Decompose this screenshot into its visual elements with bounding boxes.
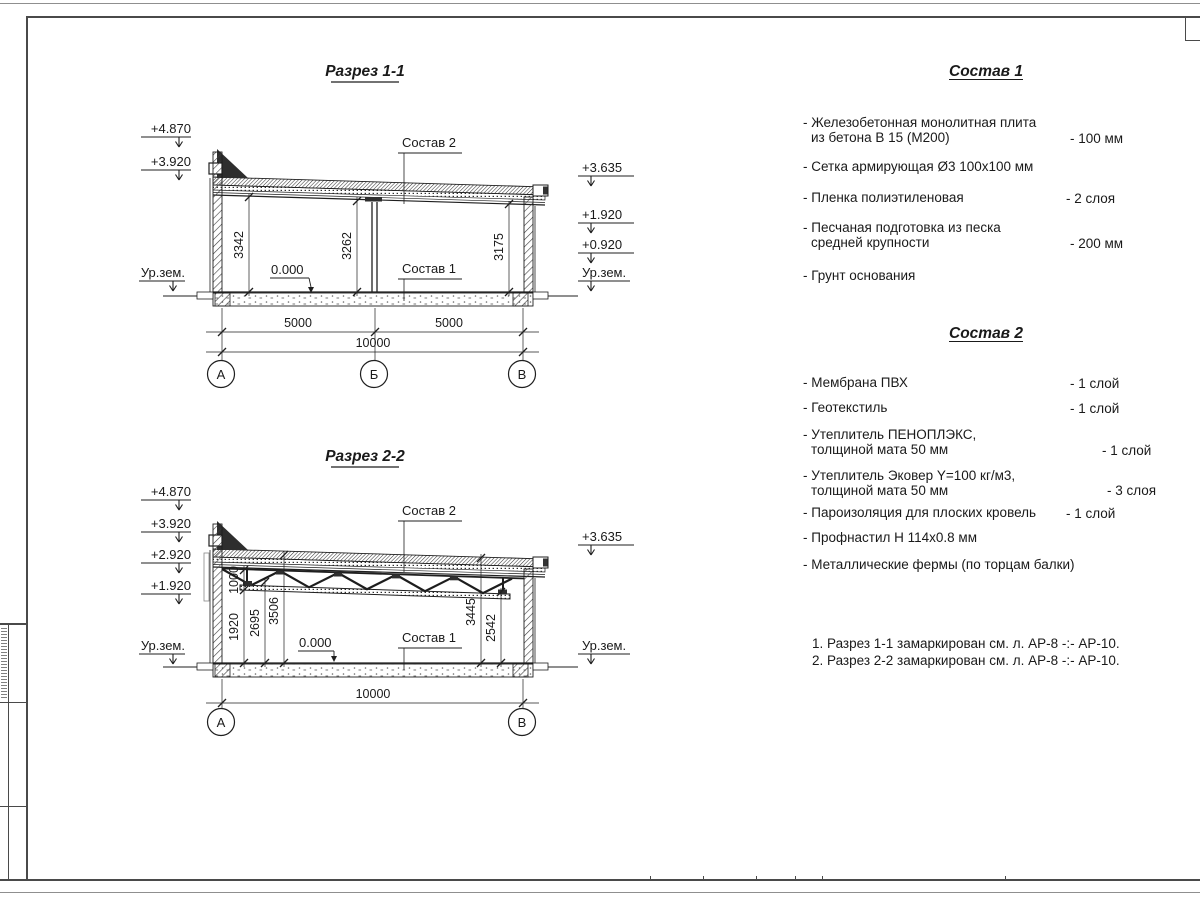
sostav1-title: Состав 1: [949, 63, 1023, 80]
svg-text:+0.920: +0.920: [582, 237, 623, 252]
svg-text:В: В: [517, 367, 527, 382]
dimension: [492, 200, 513, 296]
elevation-mark: [578, 529, 634, 555]
svg-text:Состав 1: Состав 1: [402, 261, 456, 276]
list-item: - Пароизоляция для плоских кровель: [803, 505, 1037, 520]
item-value: - 1 слой: [1070, 376, 1120, 391]
grid-bubble-a: [208, 361, 235, 388]
svg-text:2542: 2542: [484, 614, 498, 642]
svg-text:+3.920: +3.920: [150, 516, 191, 531]
elevation-mark: [141, 516, 191, 542]
list-item: - Грунт основания: [803, 268, 916, 283]
elevation-mark: [141, 121, 191, 147]
item-value: - 100 мм: [1070, 131, 1124, 146]
svg-text:Ур.зем.: Ур.зем.: [140, 638, 185, 653]
sostav2-title: Состав 2: [949, 325, 1023, 342]
zero-level-mark: [298, 635, 337, 662]
list-item: - Металлические фермы (по торцам балки): [803, 557, 1075, 572]
svg-text:А: А: [216, 715, 226, 730]
grid-bubble-a: [208, 709, 235, 736]
bottom-dimensions: [206, 679, 539, 708]
ground-level-mark: [578, 638, 630, 664]
item-value: - 1 слой: [1102, 443, 1152, 458]
titleblock-stub: [1005, 876, 1006, 880]
list-item: - Геотекстиль: [803, 400, 888, 415]
list-item: - Железобетонная монолитная плита из бетона В 15 (М200): [803, 115, 1037, 145]
svg-text:5000: 5000: [435, 316, 463, 330]
stamp-column-line: [8, 623, 9, 880]
list-item: - Утеплитель Эковер Y=100 кг/м3, толщиной мата 50 мм: [803, 468, 1016, 498]
floor-slab: [163, 292, 578, 306]
svg-text:3175: 3175: [492, 233, 506, 261]
elevation-mark: [141, 154, 191, 180]
frame-bottom: [0, 879, 1200, 881]
right-wall: [524, 197, 533, 293]
frame-top: [26, 16, 1200, 18]
frame-left: [26, 16, 28, 881]
floor-slab: [163, 663, 578, 677]
svg-text:+2.920: +2.920: [150, 547, 191, 562]
bottom-dimensions: [206, 308, 539, 360]
svg-text:Ур.зем.: Ур.зем.: [582, 265, 627, 280]
svg-text:0.000: 0.000: [271, 262, 304, 277]
svg-text:Состав 2: Состав 2: [402, 503, 456, 518]
item-value: - 3 слоя: [1107, 483, 1157, 498]
note-line: 1. Разрез 1-1 замаркирован см. л. АР-8 -:- АР-10.: [812, 636, 1120, 651]
svg-text:Состав 2: Состав 2: [402, 135, 456, 150]
ground-level-mark: [139, 638, 185, 664]
downpipe: [204, 553, 209, 601]
item-value: - 1 слой: [1070, 401, 1120, 416]
svg-text:3262: 3262: [340, 232, 354, 260]
svg-text:+1.920: +1.920: [150, 578, 191, 593]
stamp-divider: [0, 806, 27, 807]
stamp-divider: [0, 702, 27, 703]
metal-truss: [222, 569, 524, 600]
list-item: - Пленка полиэтиленовая: [803, 190, 964, 205]
svg-text:Б: Б: [369, 367, 379, 382]
svg-text:В: В: [517, 715, 527, 730]
svg-text:+3.920: +3.920: [150, 154, 191, 169]
left-wall: [213, 524, 222, 664]
svg-text:0.000: 0.000: [299, 635, 332, 650]
stamp-vertical-text: [1, 628, 7, 698]
svg-text:+4.870: +4.870: [150, 121, 191, 136]
svg-text:3445: 3445: [464, 598, 478, 626]
right-wall: [524, 569, 533, 664]
elevation-mark: [578, 207, 634, 233]
dimension: [232, 193, 253, 296]
list-item: - Песчаная подготовка из песка средней крупности: [803, 220, 1001, 250]
elevation-mark: [141, 547, 191, 573]
note-line: 2. Разрез 2-2 замаркирован см. л. АР-8 -:- АР-10.: [812, 652, 1120, 668]
svg-text:10000: 10000: [355, 336, 391, 350]
dimension: [484, 588, 505, 667]
middle-column: [365, 197, 382, 292]
page-edge-bottom: [0, 892, 1200, 893]
svg-text:2695: 2695: [248, 609, 262, 637]
grid-bubble-v: [509, 709, 536, 736]
roof-assembly: [213, 549, 548, 577]
list-item: - Сетка армирующая Ø3 100х100 мм: [803, 159, 1034, 174]
titleblock-stub: [822, 876, 823, 880]
svg-text:3342: 3342: [232, 231, 246, 259]
titleblock-stub: [650, 876, 651, 880]
left-wall: [213, 152, 222, 293]
elevation-mark: [578, 237, 634, 263]
svg-text:10000: 10000: [355, 687, 391, 701]
svg-text:5000: 5000: [284, 316, 312, 330]
dimension: [464, 554, 485, 667]
page-edge-top: [0, 3, 1200, 4]
elevation-mark: [141, 578, 191, 604]
svg-text:А: А: [216, 367, 226, 382]
svg-text:Ур.зем.: Ур.зем.: [582, 638, 627, 653]
ground-level-mark: [578, 265, 630, 291]
dimension: [340, 197, 361, 296]
titleblock-stub: [795, 876, 796, 880]
svg-text:1000: 1000: [227, 566, 241, 594]
svg-text:Ур.зем.: Ур.зем.: [140, 265, 185, 280]
item-value: - 2 слоя: [1066, 191, 1116, 206]
section-2-2-drawing: [130, 435, 690, 765]
svg-text:3506: 3506: [267, 597, 281, 625]
svg-text:Состав 1: Состав 1: [402, 630, 456, 645]
titleblock-stub: [703, 876, 704, 880]
list-item: - Мембрана ПВХ: [803, 375, 908, 390]
grid-bubble-v: [509, 361, 536, 388]
section1-title: Разрез 1-1: [325, 63, 405, 80]
svg-text:+4.870: +4.870: [150, 484, 191, 499]
svg-text:+3.635: +3.635: [582, 529, 623, 544]
item-value: - 1 слой: [1066, 506, 1116, 521]
ground-level-mark: [139, 265, 185, 291]
section2-title: Разрез 2-2: [325, 448, 405, 465]
section-1-1-drawing: [130, 45, 690, 405]
corner-box-bottom: [1185, 40, 1200, 41]
titleblock-stub: [756, 876, 757, 880]
elevation-mark: [578, 160, 634, 186]
svg-text:+1.920: +1.920: [582, 207, 623, 222]
grid-bubble-b: [361, 361, 388, 388]
stamp-divider: [0, 623, 27, 625]
item-value: - 200 мм: [1070, 236, 1124, 251]
notes: [812, 636, 1120, 669]
svg-text:1920: 1920: [227, 613, 241, 641]
list-item: - Профнастил Н 114х0.8 мм: [803, 530, 977, 545]
list-item: - Утеплитель ПЕНОПЛЭКС, толщиной мата 50 мм: [803, 427, 977, 457]
elevation-mark: [141, 484, 191, 510]
svg-text:+3.635: +3.635: [582, 160, 623, 175]
zero-level-mark: [270, 262, 314, 293]
corner-box-left: [1185, 17, 1186, 40]
